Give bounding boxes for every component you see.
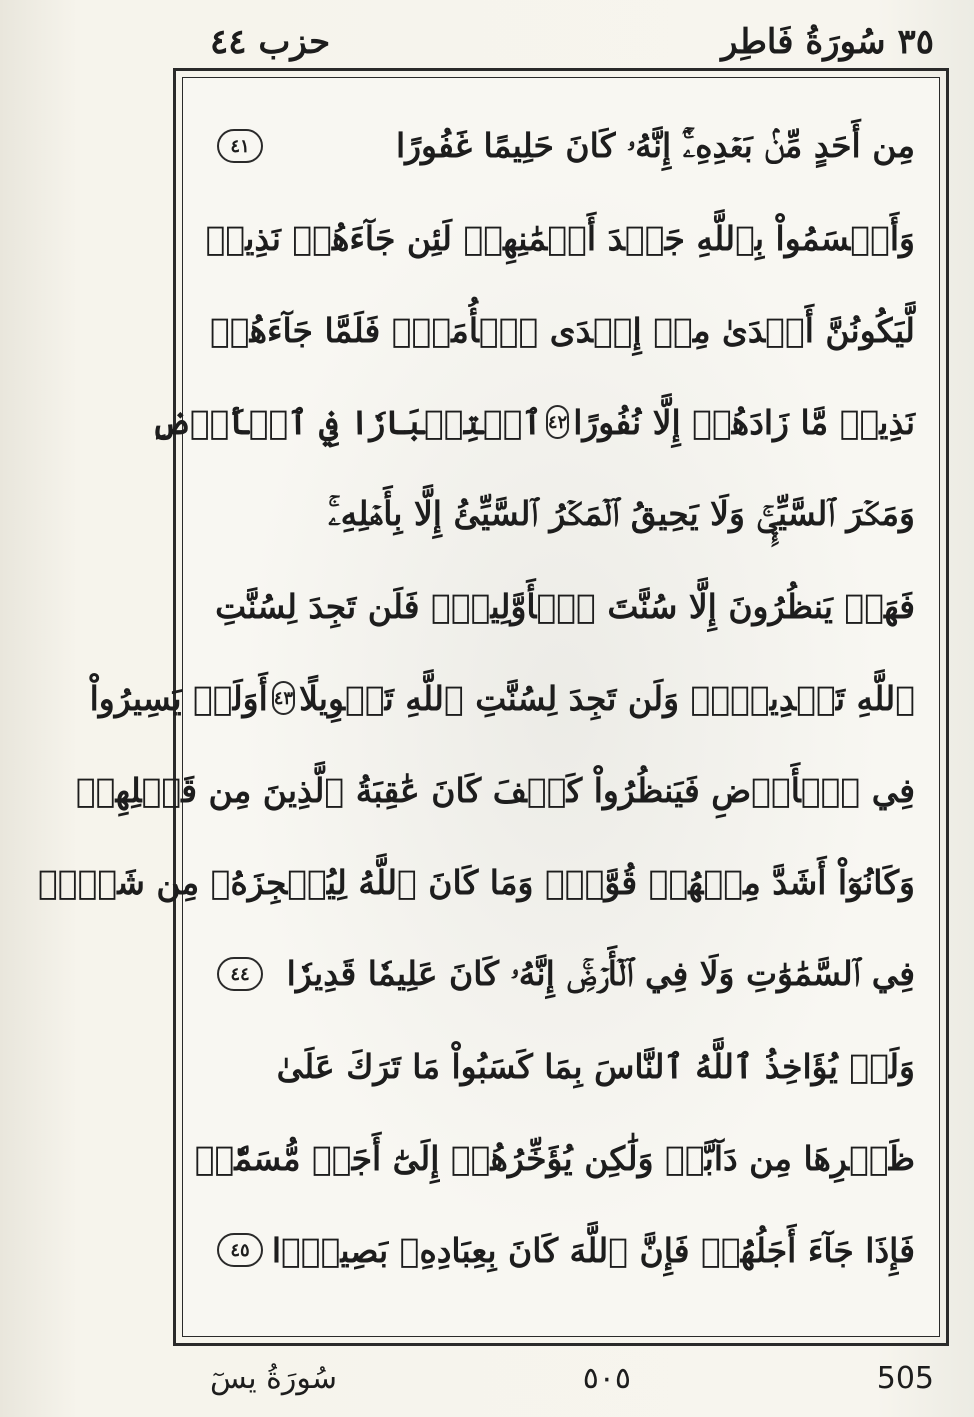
verse-line — [213, 1204, 915, 1296]
verse-line — [38, 836, 915, 928]
page-frame-inner — [38, 77, 940, 1337]
verse-text: مِن أَحَدٍ مِّنۢ بَعۡدِهِۦٓۚ إِنَّهُۥ كَانَ حَلِيمًا غَفُورًا — [395, 126, 915, 165]
verse-block — [38, 100, 915, 1316]
verse-line — [213, 928, 915, 1020]
verse-line — [213, 100, 915, 192]
verse-line — [89, 652, 915, 744]
verse-line — [151, 376, 915, 468]
next-surah-label: سُورَةُ يسٓ — [210, 1360, 337, 1396]
verse-text-continuation: ٱسۡتِكۡبَارٗا فِي ٱلۡأَرۡضِ — [151, 402, 542, 442]
page-number: 505 — [876, 1360, 934, 1396]
verse-text: وَأَقۡسَمُواْ بِٱللَّهِ جَهۡدَ أَيۡمَٰنِهِمۡ لَئِن جَآءَهُمۡ نَذِيرٞ — [205, 218, 915, 258]
verse-line — [213, 468, 915, 560]
verse-text: وَكَانُوٓاْ أَشَدَّ مِنۡهُمۡ قُوَّةٗۚ وَمَا كَانَ ٱللَّهُ لِيُعۡجِزَهُۥ مِن شَيۡءٖ — [38, 862, 915, 902]
verse-line — [209, 284, 915, 376]
ayah-number-marker: ٤٢ — [546, 405, 569, 439]
verse-text: فِي ٱلسَّمَٰوَٰتِ وَلَا فِي ٱلۡأَرۡضِۚ إِنَّهُۥ كَانَ عَلِيمٗا قَدِيرٗا — [286, 954, 915, 993]
page-header — [210, 14, 934, 70]
verse-text: فَإِذَا جَآءَ أَجَلُهُمۡ فَإِنَّ ٱللَّهَ كَانَ بِعِبَادِهِۦ بَصِيرَۢا — [271, 1230, 915, 1270]
page-number-arabic: ٥٠٥ — [582, 1360, 632, 1396]
ayah-number-marker: ٤٣ — [272, 681, 295, 715]
page-footer — [210, 1350, 934, 1406]
verse-text: فِي ٱلۡأَرۡضِ فَيَنظُرُواْ كَيۡفَ كَانَ عَٰقِبَةُ ٱلَّذِينَ مِن قَبۡلِهِمۡ — [75, 770, 915, 810]
hizb-label: حزب ٤٤ — [210, 22, 331, 62]
ayah-number-marker: ٤١ — [217, 129, 263, 163]
verse-line — [194, 1112, 915, 1204]
page-frame — [38, 68, 949, 1346]
verse-text: ٱللَّهِ تَبۡدِيلٗاۖ وَلَن تَجِدَ لِسُنَّتِ ٱللَّهِ تَحۡوِيلًا — [299, 678, 915, 718]
verse-text: وَمَكۡرَ ٱلسَّيِّيِٕۚ وَلَا يَحِيقُ ٱلۡمَكۡرُ ٱلسَّيِّئُ إِلَّا بِأَهۡلِهِۦۚ — [328, 494, 915, 533]
surah-title: ٣٥ سُورَةُ فَاطِر — [721, 22, 934, 62]
verse-text: نَذِيرٞ مَّا زَادَهُمۡ إِلَّا نُفُورًا — [573, 402, 915, 442]
verse-line — [213, 1020, 915, 1112]
verse-text: لَّيَكُونُنَّ أَهۡدَىٰ مِنۡ إِحۡدَى ٱلۡأُمَمِۖ فَلَمَّا جَآءَهُمۡ — [209, 310, 915, 350]
verse-text: ظَهۡرِهَا مِن دَآبَّةٖ وَلَٰكِن يُؤَخِّرُهُمۡ إِلَىٰٓ أَجَلٖ مُّسَمّٗىۖ — [194, 1138, 915, 1178]
verse-text-continuation: أَوَلَمۡ يَسِيرُواْ — [89, 678, 268, 718]
verse-text: وَلَوۡ يُؤَاخِذُ ٱللَّهُ ٱلنَّاسَ بِمَا كَسَبُواْ مَا تَرَكَ عَلَىٰ — [276, 1046, 915, 1086]
verse-line — [205, 192, 915, 284]
ayah-number-marker: ٤٤ — [217, 957, 263, 991]
verse-text: فَهَلۡ يَنظُرُونَ إِلَّا سُنَّتَ ٱلۡأَوَّلِينَۚ فَلَن تَجِدَ لِسُنَّتِ — [215, 586, 915, 626]
verse-line — [213, 560, 915, 652]
verse-line — [75, 744, 915, 836]
ayah-number-marker: ٤٥ — [217, 1233, 263, 1267]
